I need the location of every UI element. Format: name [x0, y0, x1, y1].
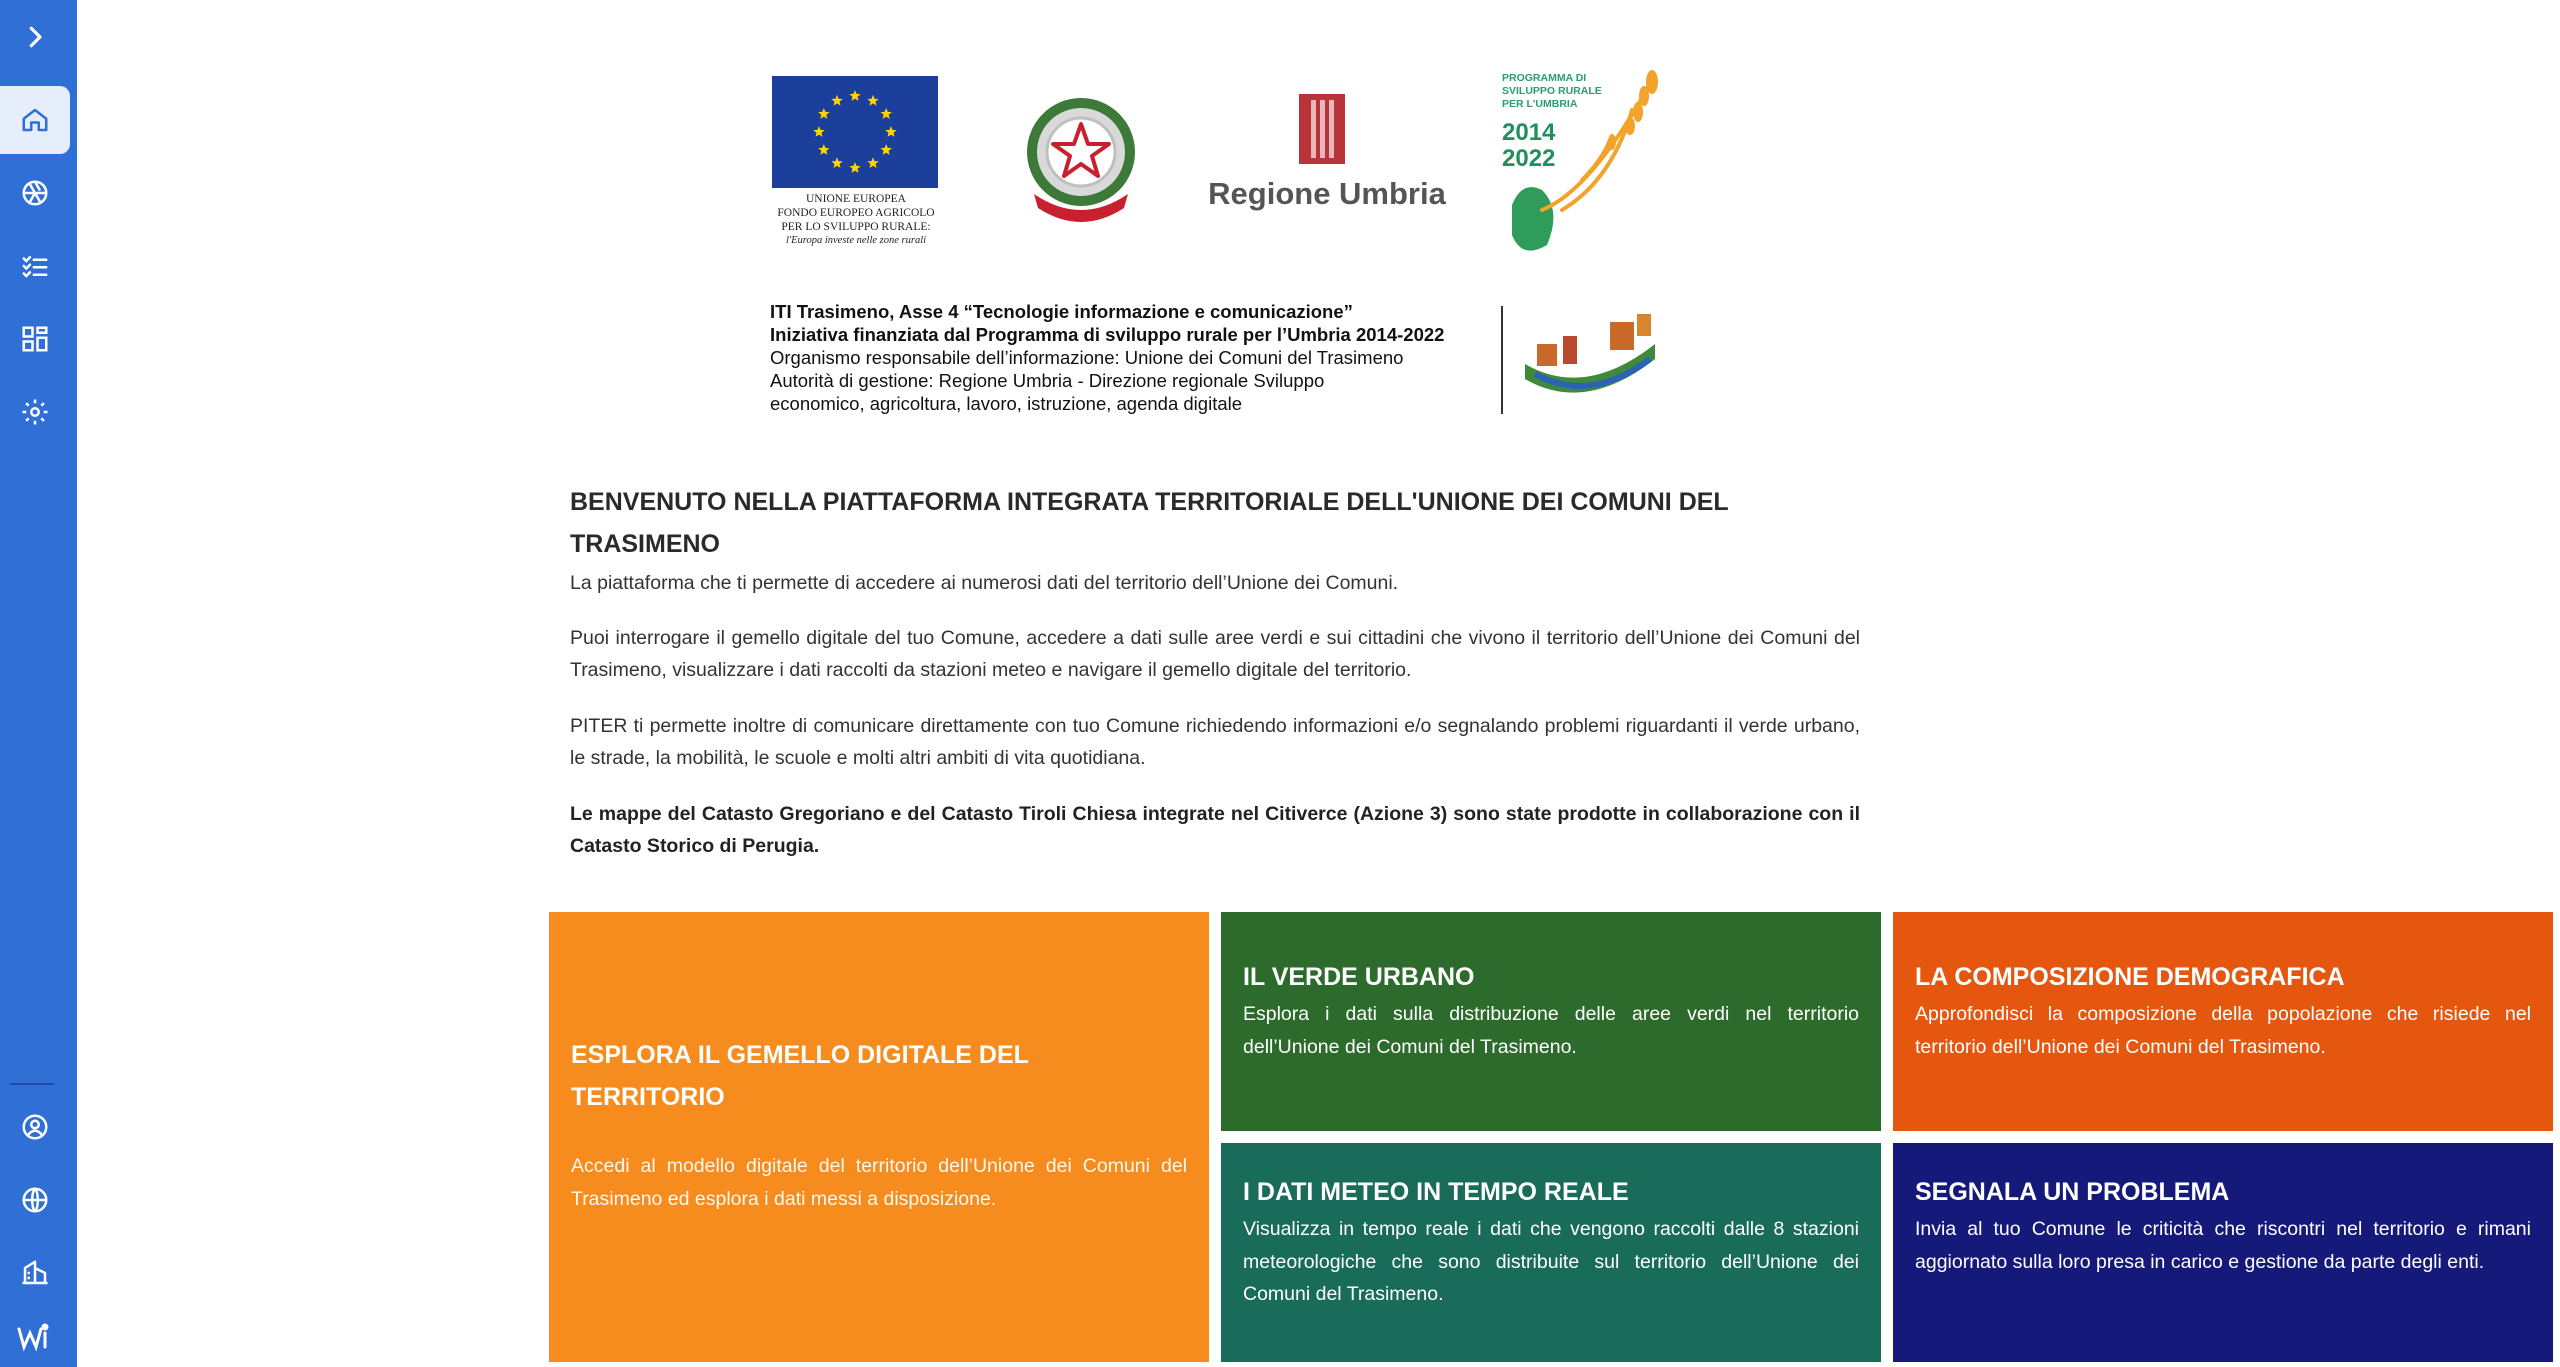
card-description: Esplora i dati sulla distribuzione delle aree verdi nel territorio dell’Unione dei Comuni del Trasimeno.	[1243, 1003, 1859, 1058]
regione-flag	[1299, 94, 1345, 164]
eu-star	[831, 95, 842, 106]
brand-logo[interactable]	[0, 1310, 70, 1367]
wheat-icon	[1502, 60, 1672, 260]
italian-republic-emblem-icon	[1016, 90, 1146, 230]
psr-years: 2014 2022	[1502, 119, 1556, 172]
eu-flag-logo	[772, 76, 938, 188]
eu-star	[849, 90, 860, 101]
funding-logos	[770, 60, 1670, 260]
welcome-paragraph: PITER ti permette inoltre di comunicare direttamente con tuo Comune richiedendo informazioni e/o segnalando problemi riguardanti il verde urbano, le strade, la mobilità, le scuole e molti altri ambiti di vita quotidiana.	[570, 715, 1860, 769]
card-title: SEGNALA UN PROBLEMA	[1915, 1178, 2230, 1206]
sidebar	[0, 0, 77, 1367]
regione-umbria-logo	[1207, 94, 1447, 214]
eu-caption-line: FONDO EUROPEO AGRICOLO	[777, 207, 935, 219]
regione-name: Regione Umbria	[1208, 176, 1446, 211]
welcome-intro: La piattaforma che ti permette di accedere ai numerosi dati del territorio dell’Unione dei Comuni.	[570, 572, 1399, 594]
eu-caption-line: UNIONE EUROPEA	[806, 193, 906, 205]
settings-cog-icon	[20, 397, 50, 427]
card-segnala-problema[interactable]	[1893, 1143, 2553, 1362]
card-description: Approfondisci la composizione della popolazione che risiede nel territorio dell’Unione dei Comuni del Trasimeno.	[1915, 1003, 2531, 1058]
eu-caption-line: PER LO SVILUPPO RURALE:	[781, 221, 931, 233]
card-title: IL VERDE URBANO	[1243, 963, 1475, 991]
eu-star	[831, 157, 842, 168]
iti-line: Organismo responsabile dell’informazione: Unione dei Comuni del Trasimeno	[770, 347, 1404, 368]
eu-star	[818, 108, 829, 119]
card-title: ESPLORA IL GEMELLO DIGITALE DEL TERRITORIO	[571, 1041, 1029, 1111]
checklist-icon	[20, 251, 50, 281]
iti-line: Autorità di gestione: Regione Umbria - Direzione regionale Sviluppo	[770, 370, 1325, 391]
chevron-right-icon	[20, 22, 50, 52]
welcome-paragraph: Puoi interrogare il gemello digitale del tuo Comune, accedere a dati sulle aree verdi e sui cittadini che vivono il territorio dell’Unione dei Comuni del Trasimeno, visualizzare i dati raccolti da stazioni meteo e navigare il gemello digitale del territorio.	[570, 627, 1860, 681]
eu-star	[813, 126, 824, 137]
welcome-section	[570, 481, 1860, 886]
eu-star	[849, 162, 860, 173]
iti-separator	[1501, 306, 1503, 414]
eu-star	[867, 157, 878, 168]
dashboard-icon	[20, 324, 50, 354]
card-title: I DATI METEO IN TEMPO REALE	[1243, 1178, 1629, 1206]
globe-icon	[20, 1185, 50, 1215]
iti-funding-text	[770, 300, 1490, 415]
psr-title: PROGRAMMA DI SVILUPPO RURALE PER L'UMBRIA	[1502, 72, 1602, 110]
card-composizione-demografica[interactable]	[1893, 912, 2553, 1131]
sidebar-item-list[interactable]	[0, 232, 70, 300]
sidebar-item-language[interactable]	[0, 1166, 70, 1234]
sidebar-divider	[10, 1083, 54, 1085]
eu-caption-line: l'Europa investe nelle zone rurali	[785, 235, 927, 246]
eu-stars-icon	[772, 76, 938, 188]
home-icon	[20, 105, 50, 135]
unione-comuni-logo-icon	[1515, 304, 1660, 414]
eu-star	[818, 144, 829, 155]
eu-star	[881, 144, 892, 155]
card-verde-urbano[interactable]	[1221, 912, 1881, 1131]
iti-line: ITI Trasimeno, Asse 4 “Tecnologie informazione e comunicazione”	[770, 301, 1353, 322]
eu-caption	[770, 192, 942, 248]
card-description: Visualizza in tempo reale i dati che vengono raccolti dalle 8 stazioni meteorologiche che sono distribuite sul territorio dell’Unione dei Comuni del Trasimeno.	[1243, 1218, 1859, 1305]
eu-star	[885, 126, 896, 137]
catasto-note: Le mappe del Catasto Gregoriano e del Catasto Tiroli Chiesa integrate nel Citiverce (Azione 3) sono state prodotte in collaborazione con il Catasto Storico di Perugia.	[570, 803, 1860, 857]
card-title: LA COMPOSIZIONE DEMOGRAFICA	[1915, 963, 2345, 991]
expand-sidebar-button[interactable]	[0, 3, 70, 71]
card-description: Invia al tuo Comune le criticità che riscontri nel territorio e rimani aggiornato sulla loro presa in carico e gestione da parte degli enti.	[1915, 1218, 2531, 1273]
sidebar-item-dashboard[interactable]	[0, 305, 70, 373]
eu-star	[867, 95, 878, 106]
aperture-icon	[20, 178, 50, 208]
sidebar-item-settings[interactable]	[0, 378, 70, 446]
user-circle-icon	[20, 1112, 50, 1142]
card-dati-meteo[interactable]	[1221, 1143, 1881, 1362]
eu-star	[881, 108, 892, 119]
iti-line: Iniziativa finanziata dal Programma di sviluppo rurale per l’Umbria 2014-2022	[770, 324, 1445, 345]
card-description: Accedi al modello digitale del territorio dell’Unione dei Comuni del Trasimeno ed esplora i dati messi a disposizione.	[571, 1155, 1187, 1210]
page-title: BENVENUTO NELLA PIATTAFORMA INTEGRATA TERRITORIALE DELL'UNIONE DEI COMUNI DEL TRASIMENO	[570, 488, 1729, 558]
sidebar-item-account[interactable]	[0, 1093, 70, 1161]
iti-line: economico, agricoltura, lavoro, istruzione, agenda digitale	[770, 393, 1243, 414]
psr-umbria-logo	[1502, 60, 1672, 260]
sidebar-item-explore[interactable]	[0, 159, 70, 227]
sidebar-item-buildings[interactable]	[0, 1239, 70, 1307]
card-gemello-digitale[interactable]	[549, 912, 1209, 1362]
sidebar-item-home[interactable]	[0, 86, 70, 154]
brand-logo-icon	[15, 1319, 55, 1359]
building-icon	[20, 1258, 50, 1288]
